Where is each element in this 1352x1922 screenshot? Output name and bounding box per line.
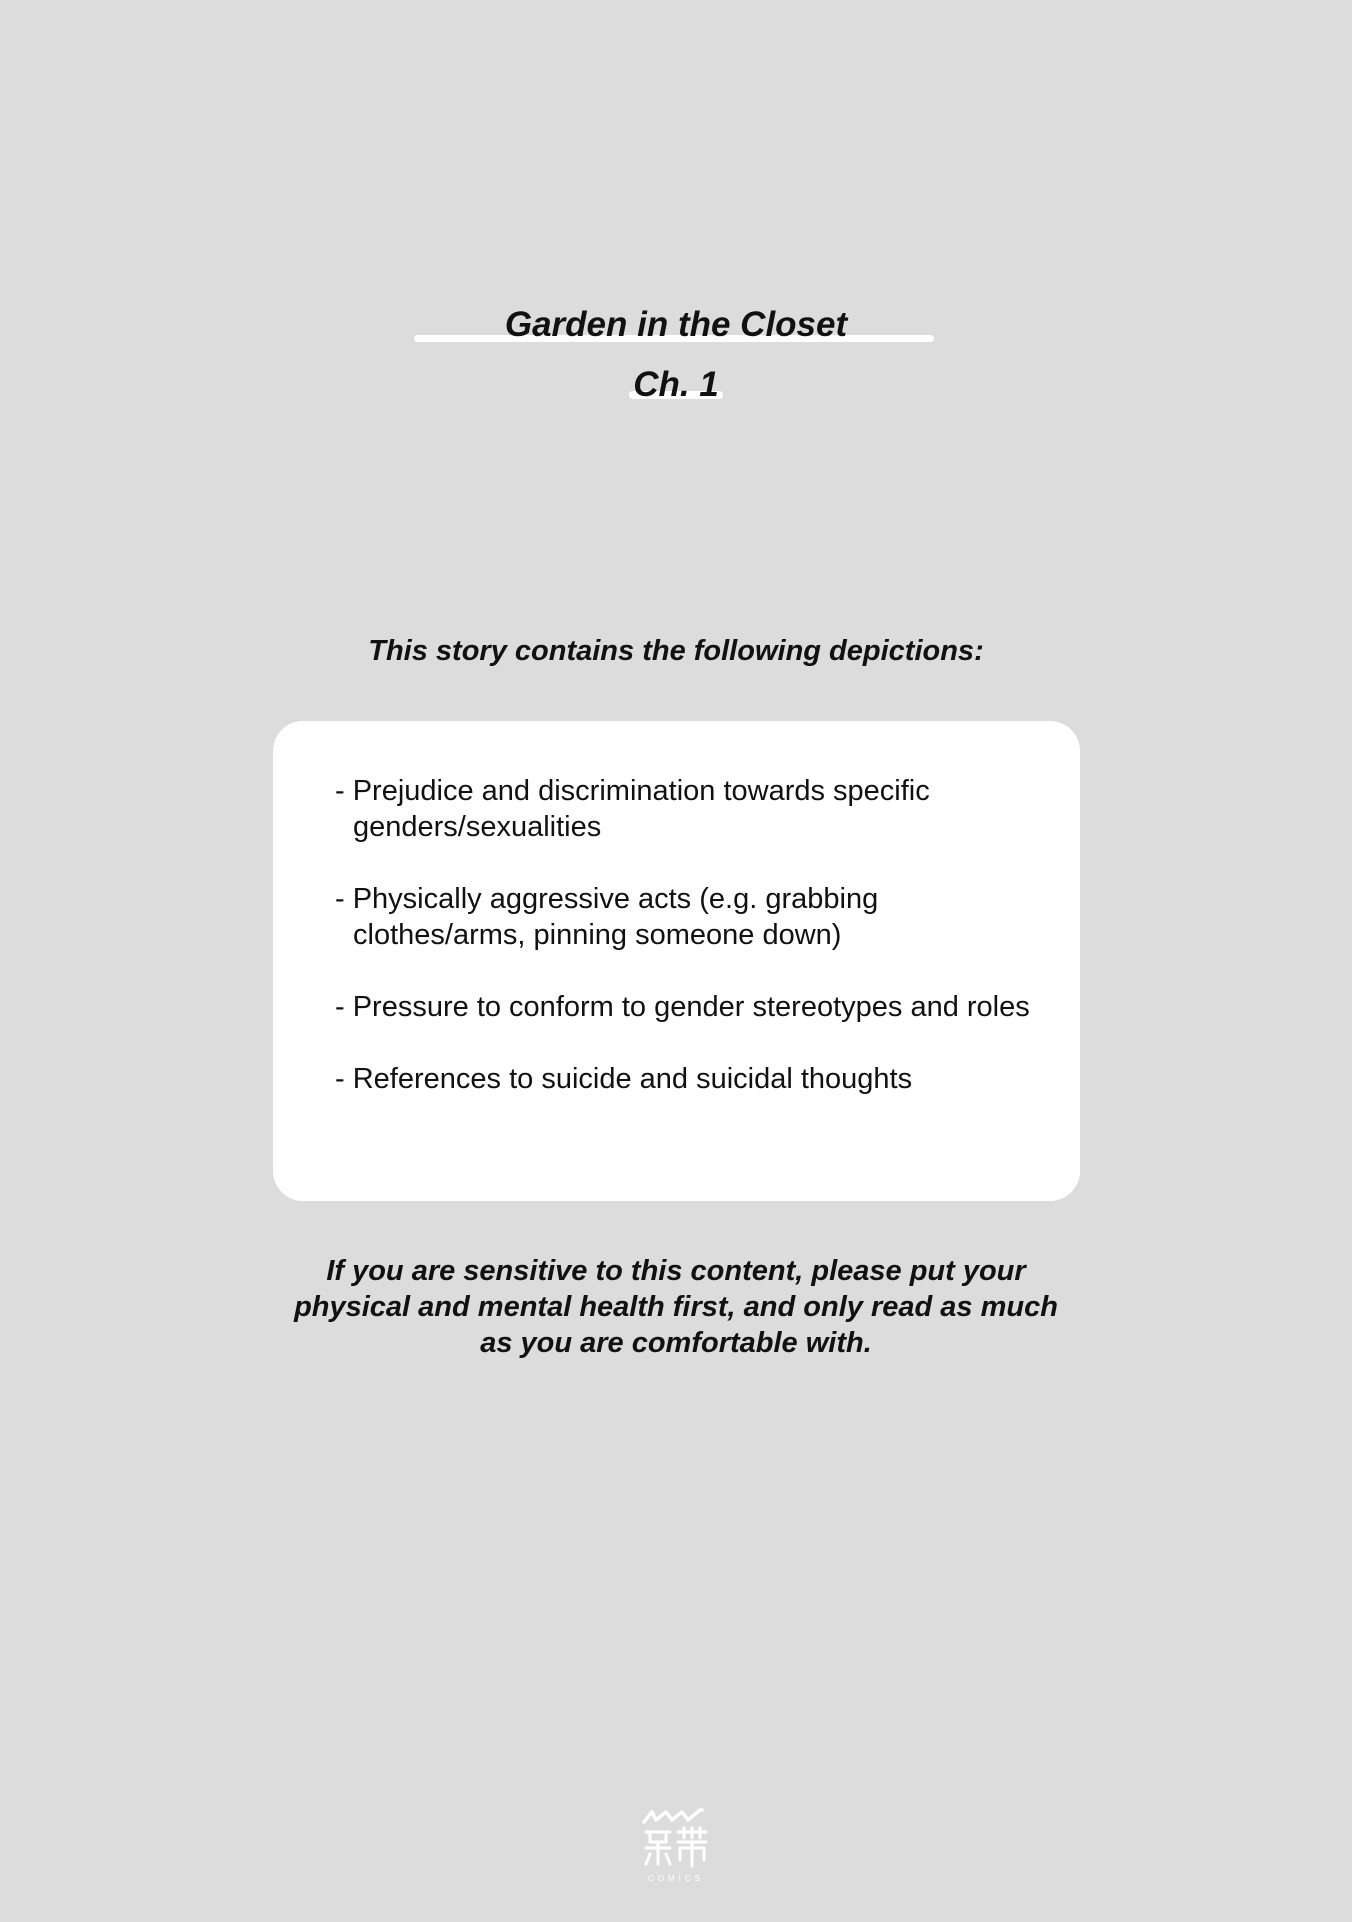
chapter-block xyxy=(0,360,1352,410)
warning-intro: This story contains the following depictions: xyxy=(368,635,984,667)
chapter-label: Ch. 1 xyxy=(633,365,719,404)
content-warning-item: - Physically aggressive acts (e.g. grabbing clothes/arms, pinning someone down) xyxy=(335,883,879,951)
page-title: Garden in the Closet xyxy=(504,305,848,344)
content-warning-item: - Prejudice and discrimination towards specific genders/sexualities xyxy=(335,775,930,843)
content-warning-list xyxy=(335,773,1035,1097)
publisher-wordmark: COMICS xyxy=(648,1874,704,1883)
publisher-logo-icon xyxy=(640,1808,712,1884)
title-block xyxy=(0,300,1352,360)
content-warning-panel xyxy=(273,721,1080,1201)
publisher-logo-mark xyxy=(640,1808,712,1884)
content-warning-item: - Pressure to conform to gender stereotypes and roles xyxy=(335,991,1030,1023)
content-warning-item: - References to suicide and suicidal thoughts xyxy=(335,1063,913,1095)
reader-advisory: If you are sensitive to this content, please put your physical and mental health first, and only read as much as you are comfortable with. xyxy=(294,1255,1058,1359)
